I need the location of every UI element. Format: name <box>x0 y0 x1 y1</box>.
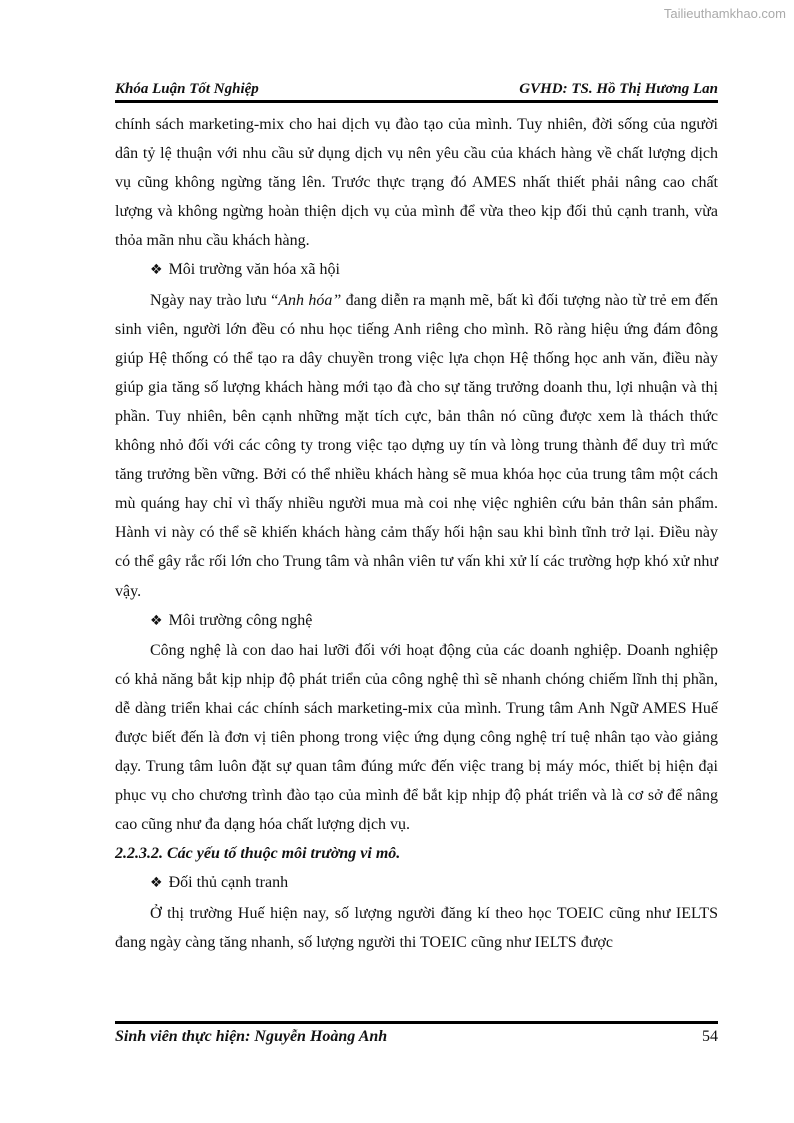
watermark: Tailieuthamkhao.com <box>663 6 786 21</box>
diamond-bullet-icon: ❖ <box>150 612 163 629</box>
page-footer <box>115 1028 718 1046</box>
paragraph-3: Công nghệ là con dao hai lưỡi đối với hoạt động của các doanh nghiệp. Doanh nghiệp có khả năng bắt kịp nhịp độ phát triển của công nghệ thì sẽ nhanh chóng chiếm lĩnh thị phần, dễ dàng triển khai các chính sách marketing-mix của mình. Trung tâm Anh Ngữ AMES Huế được biết đến là đơn vị tiên phong trong việc ứng dụng công nghệ trí tuệ nhân tạo vào giảng dạy. Trung tâm luôn đặt sự quan tâm đúng mức đến việc trang bị máy móc, thiết bị hiện đại phục vụ cho chương trình đào tạo của mình để bắt kịp nhịp độ phát triển và là cơ sở để nâng cao cũng như đa dạng hóa chất lượng dịch vụ. <box>115 641 718 834</box>
paragraph-2-italic: Anh hóa” <box>278 291 342 309</box>
footer-student: Sinh viên thực hiện: Nguyễn Hoàng Anh <box>115 1028 388 1045</box>
bullet-technology <box>115 606 718 636</box>
paragraph-4: Ở thị trường Huế hiện nay, số lượng người đăng kí theo học TOEIC cũng như IELTS đang ngày càng tăng nhanh, số lượng người thi TOEIC cũng như IELTS được <box>115 904 718 951</box>
bullet-culture-label: Môi trường văn hóa xã hội <box>168 261 340 279</box>
bullet-culture <box>115 255 718 285</box>
diamond-bullet-icon: ❖ <box>150 875 163 892</box>
paragraph-2-start: Ngày nay trào lưu “ <box>150 291 279 309</box>
diamond-bullet-icon: ❖ <box>150 262 163 279</box>
header-title: Khóa Luận Tốt Nghiệp <box>115 81 259 97</box>
section-heading: 2.2.3.2. Các yếu tố thuộc môi trường vi mô. <box>115 845 401 863</box>
header-advisor: GVHD: TS. Hồ Thị Hương Lan <box>519 81 718 97</box>
bullet-competitors-label: Đối thủ cạnh tranh <box>168 874 289 892</box>
footer-divider <box>115 1021 718 1024</box>
bullet-competitors <box>115 868 718 898</box>
paragraph-1: chính sách marketing-mix cho hai dịch vụ đào tạo của mình. Tuy nhiên, đời sống của người dân tỷ lệ thuận với nhu cầu sử dụng dịch vụ nên yêu cầu của khách hàng về chất lượng dịch vụ cũng không ngừng tăng lên. Trước thực trạng đó AMES nhất thiết phải nâng cao chất lượng và không ngừng hoàn thiện dịch vụ của mình để vừa theo kịp đối thủ cạnh tranh, vừa thỏa mãn nhu cầu khách hàng. <box>115 116 718 250</box>
bullet-technology-label: Môi trường công nghệ <box>168 611 313 629</box>
page-number: 54 <box>702 1028 718 1045</box>
page-body <box>115 110 718 957</box>
header-divider <box>115 100 718 103</box>
paragraph-2 <box>115 286 718 606</box>
paragraph-2-rest: đang diễn ra mạnh mẽ, bất kì đối tượng nào từ trẻ em đến sinh viên, người lớn đều có nhu học tiếng Anh riêng cho mình. Rõ ràng hiệu ứng đám đông giúp Hệ thống có thể tạo ra dây chuyền trong việc lựa chọn Hệ thống học anh văn, điều này giúp gia tăng số lượng khách hàng mới tạo đà cho sự tăng trưởng doanh thu, lợi nhuận và thị phần. Tuy nhiên, bên cạnh những mặt tích cực, bản thân nó cũng được xem là thách thức không nhỏ đối với các công ty trong việc tạo dựng uy tín và lòng trung thành để duy trì mức tăng trưởng bền vững. Bởi có thể nhiều khách hàng sẽ mua khóa học của trung tâm một cách mù quáng hay chỉ vì thấy nhiều người mua mà coi nhẹ việc nghiên cứu bản thân sản phẩm. Hành vi này có thể sẽ khiến khách hàng cảm thấy hối hận sau khi bình tĩnh trở lại. Điều này có thể gây rắc rối lớn cho Trung tâm và nhân viên tư vấn khi xử lí các trường hợp khó xử như vậy. <box>115 291 718 600</box>
page-header <box>115 78 718 98</box>
